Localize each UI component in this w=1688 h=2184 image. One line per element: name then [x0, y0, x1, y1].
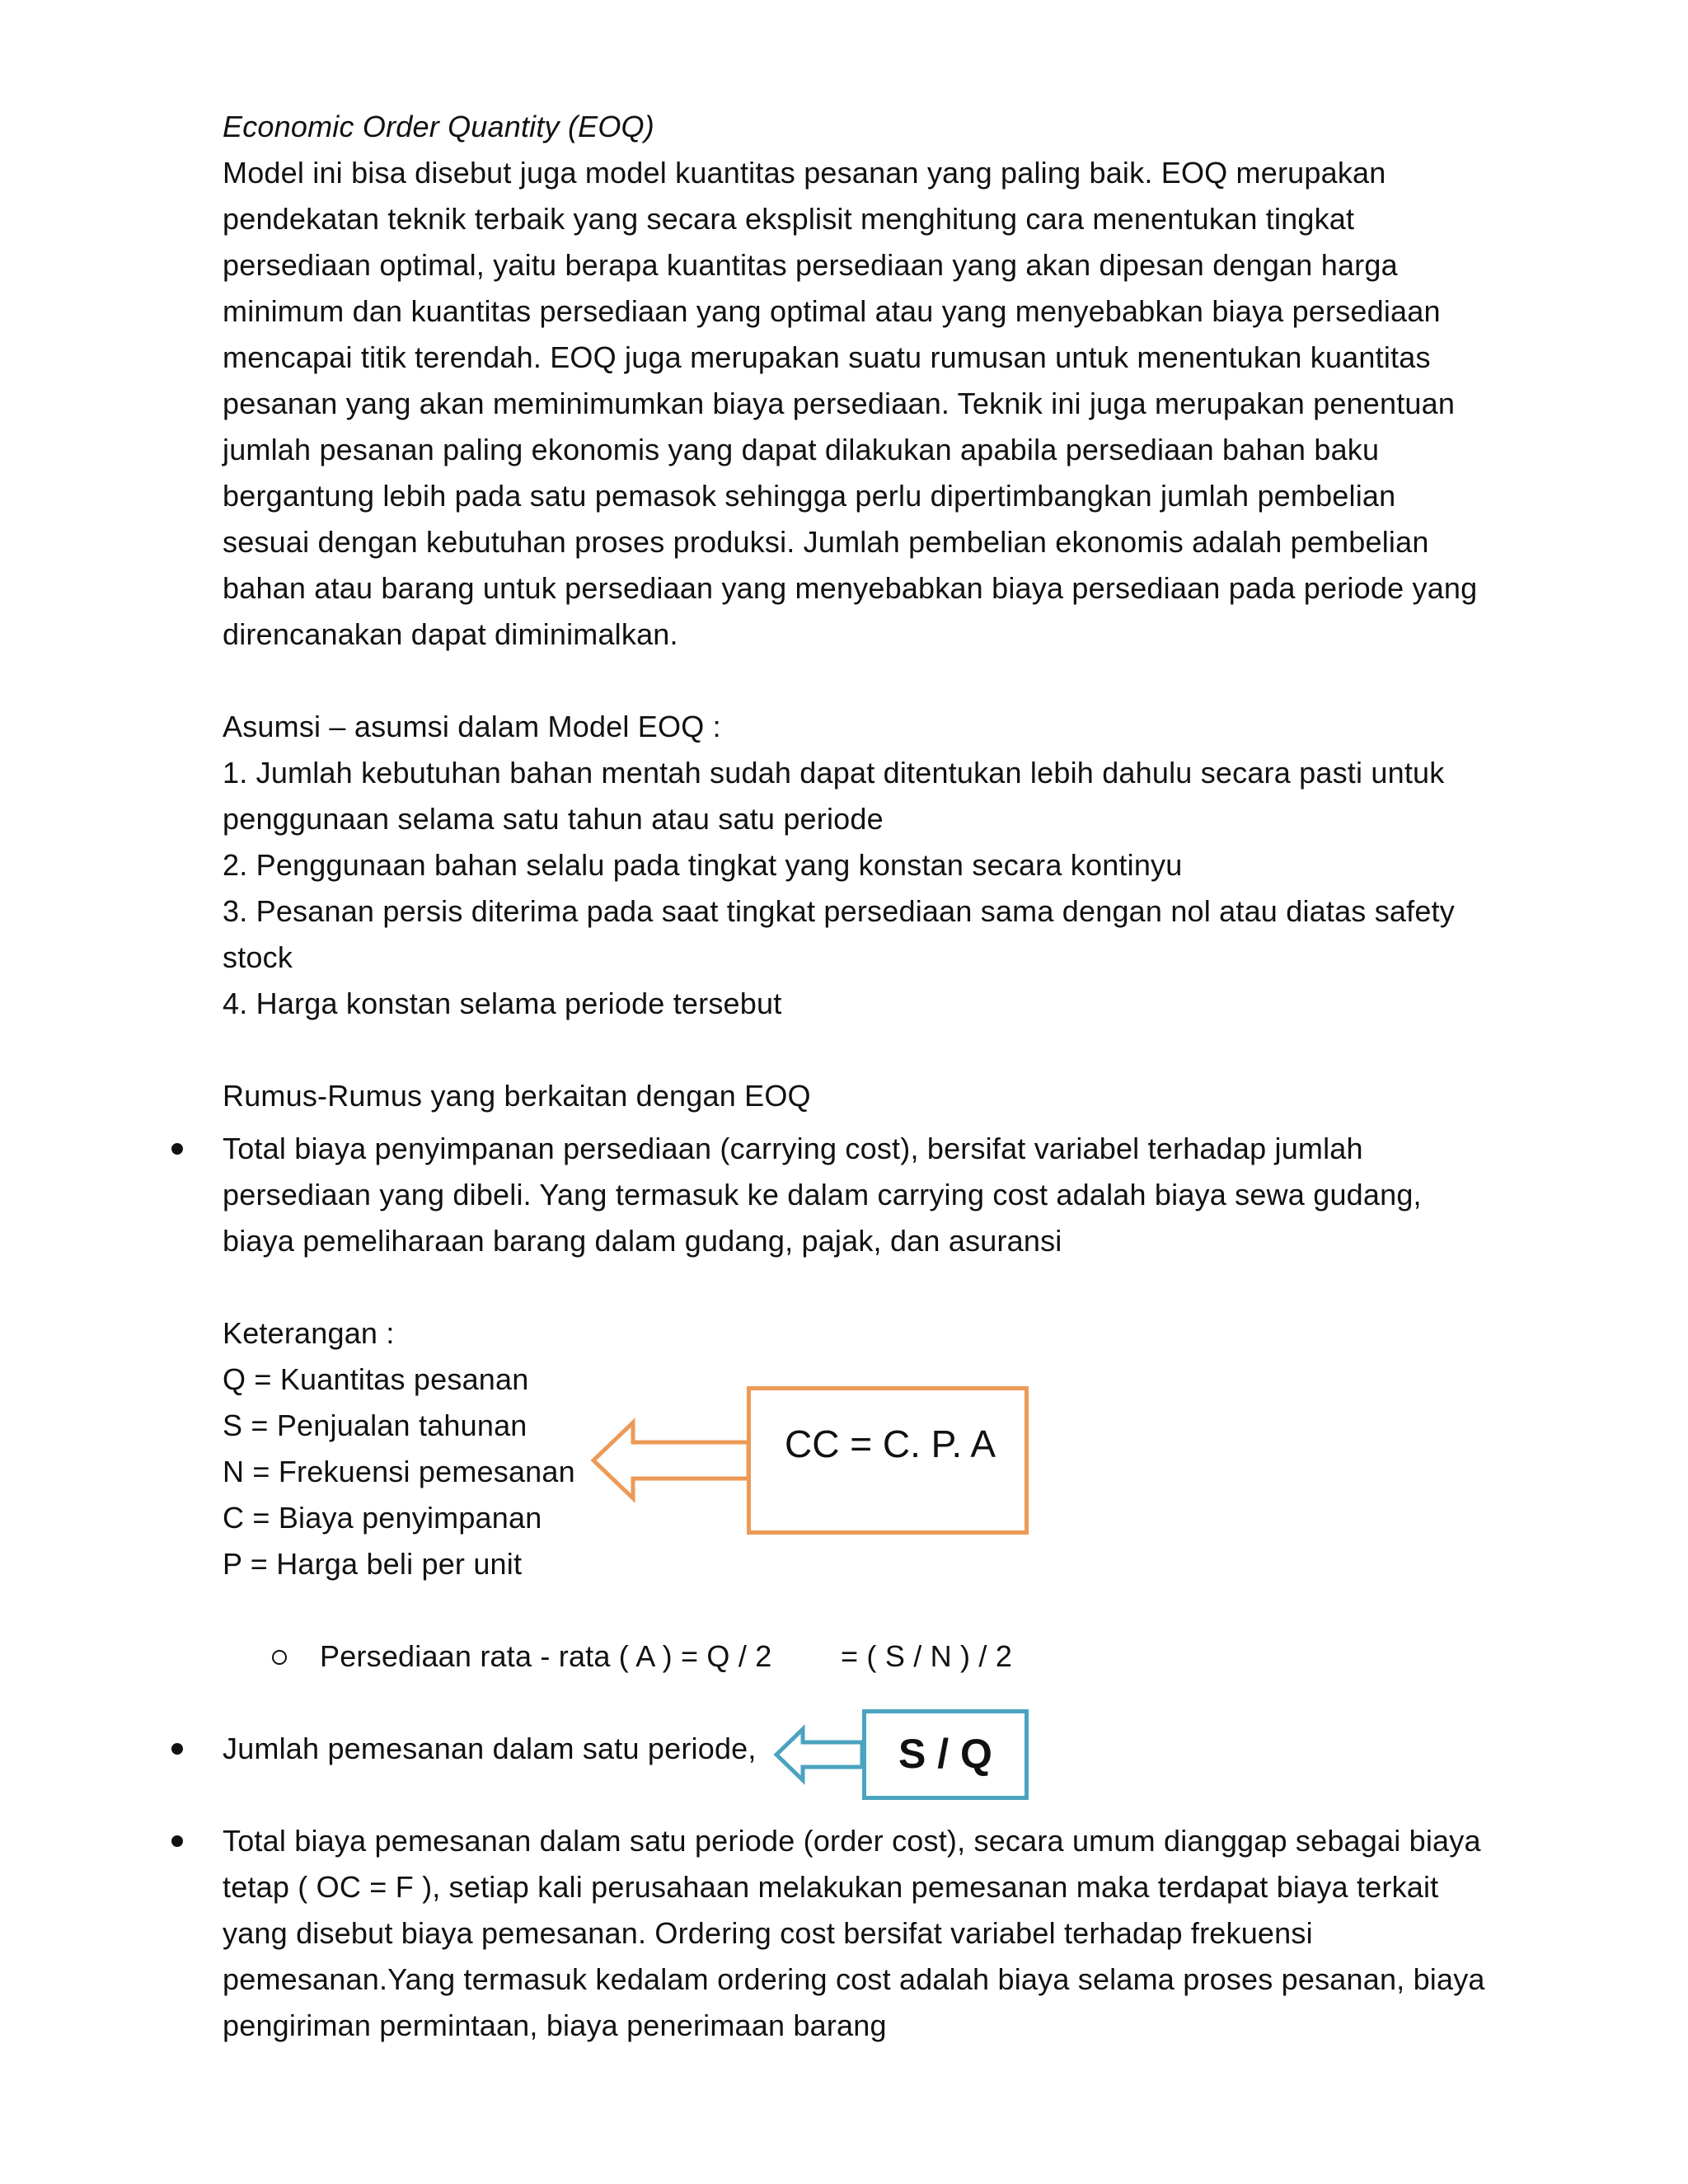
bullet-dot: [171, 1143, 183, 1155]
paragraph-line: minimum dan kuantitas persediaan yang optimal atau yang menyebabkan biaya persediaan: [223, 294, 1441, 328]
paragraph-line: persediaan optimal, yaitu berapa kuantitas persediaan yang akan dipesan dengan harga: [223, 248, 1398, 282]
bullet-line: pengiriman permintaan, biaya penerimaan barang: [223, 2008, 887, 2042]
bullet-dot: [171, 1743, 183, 1755]
avg-inventory-alt-formula: = ( S / N ) / 2: [841, 1639, 1013, 1673]
cc-formula: CC = C. P. A: [785, 1422, 996, 1465]
paragraph-line: bahan atau barang untuk persediaan yang menyebabkan biaya persediaan pada periode yang: [223, 571, 1478, 605]
left-arrow-icon: [590, 1419, 755, 1502]
circle-bullet: [272, 1650, 287, 1665]
legend-item: Q = Kuantitas pesanan: [223, 1362, 529, 1396]
paragraph-line: pesanan yang akan meminimumkan biaya persediaan. Teknik ini juga merupakan penentuan: [223, 387, 1456, 420]
assumption-line: 1. Jumlah kebutuhan bahan mentah sudah dapat ditentukan lebih dahulu secara pasti untuk: [223, 756, 1445, 790]
legend-item: S = Penjualan tahunan: [223, 1408, 528, 1442]
formulas-title: Rumus-Rumus yang berkaitan dengan EOQ: [223, 1079, 811, 1113]
assumption-line: 4. Harga konstan selama periode tersebut: [223, 987, 782, 1020]
assumption-line: stock: [223, 940, 293, 974]
legend-item: C = Biaya penyimpanan: [223, 1501, 542, 1535]
bullet-line: biaya pemeliharaan barang dalam gudang, pajak, dan asuransi: [223, 1224, 1062, 1258]
bullet-line: yang disebut biaya pemesanan. Ordering cost bersifat variabel terhadap frekuensi: [223, 1916, 1313, 1950]
legend-item: N = Frekuensi pemesanan: [223, 1455, 575, 1488]
assumption-line: 3. Pesanan persis diterima pada saat tingkat persediaan sama dengan nol atau diatas safety: [223, 894, 1455, 928]
bullet-line: Total biaya penyimpanan persediaan (carrying cost), bersifat variabel terhadap jumlah: [223, 1132, 1363, 1165]
paragraph-line: pendekatan teknik terbaik yang secara eksplisit menghitung cara menentukan tingkat: [223, 202, 1355, 236]
paragraph-line: mencapai titik terendah. EOQ juga merupakan suatu rumusan untuk menentukan kuantitas: [223, 340, 1431, 374]
paragraph-line: sesuai dengan kebutuhan proses produksi. Jumlah pembelian ekonomis adalah pembelian: [223, 525, 1429, 559]
legend-title: Keterangan :: [223, 1316, 395, 1350]
bullet-line: pemesanan.Yang termasuk kedalam ordering cost adalah biaya selama proses pesanan, biaya: [223, 1962, 1485, 1996]
left-arrow-icon: [773, 1726, 865, 1783]
sq-formula: S / Q: [898, 1731, 992, 1777]
bullet-dot: [171, 1835, 183, 1847]
assumption-line: penggunaan selama satu tahun atau satu periode: [223, 802, 884, 836]
legend-item: P = Harga beli per unit: [223, 1547, 523, 1581]
bullet-line: tetap ( OC = F ), setiap kali perusahaan melakukan pemesanan maka terdapat biaya terkait: [223, 1870, 1439, 1904]
bullet-line: persediaan yang dibeli. Yang termasuk ke dalam carrying cost adalah biaya sewa gudang,: [223, 1178, 1422, 1212]
paragraph-line: bergantung lebih pada satu pemasok sehingga perlu dipertimbangkan jumlah pembelian: [223, 479, 1396, 513]
avg-inventory-formula: Persediaan rata - rata ( A ) = Q / 2: [320, 1639, 772, 1673]
paragraph-line: jumlah pesanan paling ekonomis yang dapat dilakukan apabila persediaan bahan baku: [223, 433, 1380, 466]
bullet-line: Total biaya pemesanan dalam satu periode (order cost), secara umum dianggap sebagai biaya: [223, 1824, 1481, 1858]
bullet-order-count: Jumlah pemesanan dalam satu periode,: [223, 1732, 757, 1765]
section-heading: Economic Order Quantity (EOQ): [223, 110, 654, 143]
assumption-line: 2. Penggunaan bahan selalu pada tingkat yang konstan secara kontinyu: [223, 848, 1183, 882]
assumptions-title: Asumsi – asumsi dalam Model EOQ :: [223, 710, 721, 743]
paragraph-line: direncanakan dapat diminimalkan.: [223, 617, 678, 651]
paragraph-line: Model ini bisa disebut juga model kuantitas pesanan yang paling baik. EOQ merupakan: [223, 156, 1386, 190]
